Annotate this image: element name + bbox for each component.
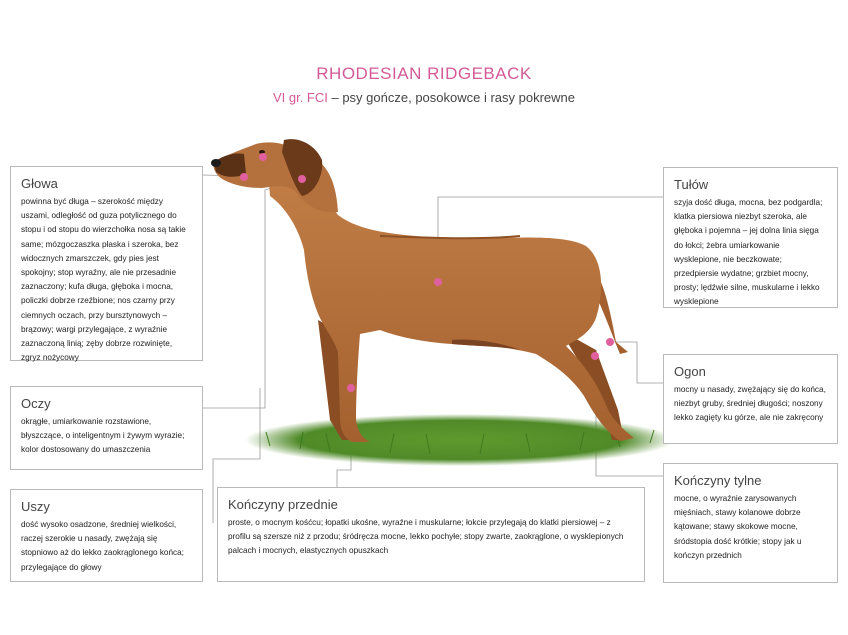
glowa-heading: Głowa bbox=[21, 176, 58, 191]
marker-ogon bbox=[606, 338, 614, 346]
marker-tulow bbox=[434, 278, 442, 286]
marker-konczyny-tylne bbox=[591, 352, 599, 360]
oczy-text: okrągłe, umiarkowanie rozstawione, błyszczące, o inteligentnym i żywym wyrazie; kolor dostosowany do umaszczenia bbox=[21, 417, 185, 455]
box-oczy bbox=[10, 386, 203, 470]
oczy-heading: Oczy bbox=[21, 396, 51, 411]
box-ogon bbox=[663, 354, 838, 444]
marker-oczy bbox=[259, 153, 267, 161]
uszy-heading: Uszy bbox=[21, 499, 50, 514]
tulow-text: szyja dość długa, mocna, bez podgardla; klatka piersiowa niezbyt szeroka, ale głęboka i pojemna – jej dolna linia sięga do łokci; żebra umiarkowanie wysklepione, nie beczkowate; przedpiersie wydatne; grzbiet mocny, prosty; lędźwie silne, muskularne i lekko wysklepione bbox=[674, 198, 823, 307]
marker-glowa bbox=[240, 173, 248, 181]
box-konczyny-przednie bbox=[217, 487, 645, 582]
konczyny-przednie-text: proste, o mocnym kośćcu; łopatki ukośne, wyraźne i muskularne; łokcie przylegają do klatki piersiowej – z profilu są szersze niż z przodu; śródręcza mocne, lekko pochyłe; stopy zwarte, zaokrąglone, o wysklepionych palcach i mocnych, elastycznych opuszkach bbox=[228, 518, 624, 556]
fci-group: VI gr. FCI bbox=[272, 90, 328, 105]
ogon-text: mocny u nasady, zwężający się do końca, niezbyt gruby, średniej długości; noszony lekko zagięty ku górze, ale nie zakręcony bbox=[674, 385, 826, 423]
box-glowa bbox=[10, 166, 203, 361]
box-konczyny-tylne bbox=[663, 463, 838, 583]
marker-uszy bbox=[298, 175, 306, 183]
box-tulow bbox=[663, 167, 838, 308]
konczyny-tylne-text: mocne, o wyraźnie zarysowanych mięśniach, stawy kolanowe dobrze kątowane; stawy skokowe mocne, śródstopia dość krótkie; stopy jak u kończyn przednich bbox=[674, 494, 802, 560]
konczyny-przednie-heading: Kończyny przednie bbox=[228, 497, 338, 512]
glowa-text: powinna być długa – szerokość między uszami, odległość od guza potylicznego do stopu i od stopu do wierzchołka nosa są takie same; mózgoczaszka płaska i szeroka, bez widocznych zmarszczek, gdy pies jest spokojny; stop wyraźny, ale nie przesadnie zaznaczony; kufa długa, głęboka i mocna, policzki dobrze rzeźbione; nos czarny przy ciemnych oczach, przy bursztynowych – brązowy; wargi przylegające, z wyraźnie zaznaczoną linią; zęby dobrze rozwinięte, zgryz nożycowy bbox=[21, 197, 186, 363]
fci-group-description: – psy gończe, posokowce i rasy pokrewne bbox=[327, 90, 576, 105]
konczyny-tylne-heading: Kończyny tylne bbox=[674, 473, 762, 488]
uszy-text: dość wysoko osadzone, średniej wielkości, raczej szerokie u nasady, zwężają się stopniowo aż do lekko zaokrąglonego końca; przylegające do głowy bbox=[21, 520, 184, 572]
ogon-heading: Ogon bbox=[674, 364, 706, 379]
box-uszy bbox=[10, 489, 203, 582]
marker-konczyny-przednie bbox=[347, 384, 355, 392]
tulow-heading: Tułów bbox=[674, 177, 709, 192]
dog-body bbox=[211, 139, 634, 442]
page-title: RHODESIAN RIDGEBACK bbox=[316, 64, 532, 83]
